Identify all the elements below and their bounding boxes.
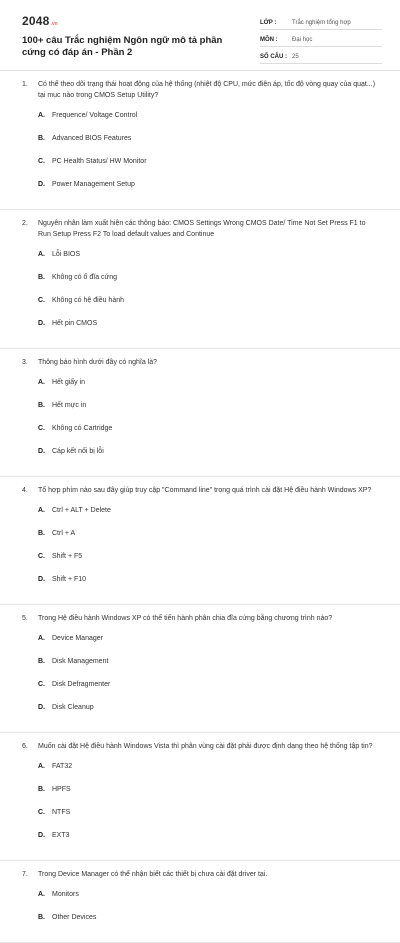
option-text: Disk Cleanup [52,704,94,711]
option-letter: A. [38,763,45,770]
question-item [0,349,400,477]
option-text: Advanced BIOS Features [52,135,132,142]
meta-count-label: SỐ CÂU : [260,54,287,60]
option-letter: B. [38,135,45,142]
option-letter: C. [38,425,45,432]
option-letter: B. [38,786,45,793]
answer-option[interactable] [38,447,210,457]
option-letter: B. [38,658,45,665]
meta-count-value: 25 [292,54,299,60]
answer-option[interactable] [38,296,210,306]
answer-options [22,250,378,342]
option-text: Không có hệ điều hành [52,297,125,304]
question-item [0,71,400,210]
option-letter: D. [38,704,45,711]
option-text: Không có Cartridge [52,425,113,432]
question-text: Thông báo hình dưới đây có nghĩa là? [38,359,158,366]
meta-subject-value: Đại học [292,37,313,43]
answer-option[interactable] [38,506,210,516]
question-line [22,741,378,752]
option-letter: B. [38,914,45,921]
option-letter: C. [38,158,45,165]
option-text: NTFS [52,809,71,816]
question-text: Trong Device Manager có thể nhận biết các thiết bị chưa cài đặt driver tại. [38,871,268,878]
answer-option[interactable] [38,913,210,923]
answer-option[interactable] [38,831,210,841]
site-logo[interactable] [22,14,242,31]
option-text: Ctrl + ALT + Delete [52,507,111,514]
option-text: Hết mực in [52,402,87,409]
question-item [0,861,400,943]
option-letter: D. [38,576,45,583]
option-text: Disk Management [52,658,109,665]
answer-option[interactable] [38,424,210,434]
answer-options [22,762,378,854]
meta-class-value: Trắc nghiệm tổng hợp [292,20,351,26]
answer-option[interactable] [38,762,210,772]
question-line [22,869,378,880]
option-text: Ctrl + A [52,530,76,537]
meta-class-label: LỚP : [260,20,277,26]
option-text: Disk Defragmenter [52,681,111,688]
meta-subject-label: MÔN : [260,37,278,43]
page-header [0,0,400,70]
option-text: EXT3 [52,832,70,839]
answer-options [22,890,378,936]
answer-option[interactable] [38,529,210,539]
option-text: Monitors [52,891,79,898]
question-item [0,477,400,605]
option-letter: A. [38,891,45,898]
question-number: 6. [22,743,28,750]
answer-option[interactable] [38,401,210,411]
option-text: Other Devices [52,914,97,921]
option-letter: A. [38,635,45,642]
option-text: PC Health Status/ HW Monitor [52,158,147,165]
option-text: Cáp kết nối bị lỗi [52,448,104,455]
option-letter: A. [38,379,45,386]
answer-option[interactable] [38,808,210,818]
answer-options [22,378,378,470]
question-number: 1. [22,81,28,88]
option-letter: C. [38,681,45,688]
question-item [0,605,400,733]
meta-info [260,17,382,70]
answer-option[interactable] [38,634,210,644]
option-letter: D. [38,448,45,455]
meta-subject-row [260,34,382,47]
option-text: Shift + F5 [52,553,83,560]
option-letter: D. [38,832,45,839]
logo-main: 2048 [22,14,50,28]
option-text: Hết pin CMOS [52,320,98,327]
question-line [22,613,378,624]
question-item [0,210,400,349]
answer-option[interactable] [38,273,210,283]
question-number: 3. [22,359,28,366]
logo-sub: .vn [50,21,58,27]
answer-option[interactable] [38,250,210,260]
meta-class-row [260,17,382,30]
answer-option[interactable] [38,378,210,388]
question-text: Tổ hợp phím nào sau đây giúp truy cập "Command line" trong quá trình cài đặt Hệ điều hành Windows XP? [38,487,372,494]
option-letter: B. [38,402,45,409]
option-text: Frequence/ Voltage Control [52,112,138,119]
option-letter: A. [38,112,45,119]
question-number: 7. [22,871,28,878]
answer-option[interactable] [38,680,210,690]
answer-options [22,506,378,598]
option-text: Shift + F10 [52,576,87,583]
answer-option[interactable] [38,111,210,121]
question-number: 2. [22,220,28,227]
question-line [22,485,378,496]
answer-options [22,111,378,203]
answer-option[interactable] [38,319,210,329]
question-text: Trong Hệ điều hành Windows XP có thể tiến hành phân chia đĩa cứng bằng chương trình nào? [38,615,333,622]
question-text: Muốn cài đặt Hệ điều hành Windows Vista thì phân vùng cài đặt phải được định dạng theo hệ thống tập tin? [38,743,373,750]
question-number: 5. [22,615,28,622]
option-letter: D. [38,320,45,327]
question-number: 4. [22,487,28,494]
option-text: Hết giấy in [52,379,86,386]
answer-option[interactable] [38,657,210,667]
question-list [0,71,400,943]
question-item [0,733,400,861]
question-text: Có thể theo dõi trạng thái hoạt động của hệ thống (nhiệt độ CPU, mức điện áp, tốc độ vòng quay của quạt...) tại mục nào trong CMOS Setup Utility? [38,81,376,99]
header-left [22,14,242,70]
question-line [22,218,378,240]
option-letter: A. [38,507,45,514]
option-letter: B. [38,274,45,281]
question-line [22,79,378,101]
answer-option[interactable] [38,134,210,144]
option-text: Power Management Setup [52,181,135,188]
answer-option[interactable] [38,552,210,562]
answer-options [22,634,378,726]
question-text: Nguyên nhân làm xuất hiện các thông báo: CMOS Settings Wrong CMOS Date/ Time Not Set Press F1 to Run Setup Press F2 To load default values and Continue [38,220,366,238]
page-title: 100+ câu Trắc nghiệm Ngôn ngữ mô tả phần cứng có đáp án - Phần 2 [22,35,223,58]
option-text: HPFS [52,786,71,793]
answer-option[interactable] [38,157,210,167]
answer-option[interactable] [38,703,210,713]
option-text: Không có ổ đĩa cứng [52,274,118,281]
option-letter: B. [38,530,45,537]
answer-option[interactable] [38,890,210,900]
option-letter: A. [38,251,45,258]
question-line [22,357,378,368]
option-text: Lỗi BIOS [52,251,81,258]
option-letter: D. [38,181,45,188]
option-letter: C. [38,809,45,816]
option-text: Device Manager [52,635,103,642]
answer-option[interactable] [38,575,210,585]
meta-count-row [260,51,382,64]
option-letter: C. [38,553,45,560]
option-letter: C. [38,297,45,304]
answer-option[interactable] [38,785,210,795]
answer-option[interactable] [38,180,210,190]
option-text: FAT32 [52,763,73,770]
